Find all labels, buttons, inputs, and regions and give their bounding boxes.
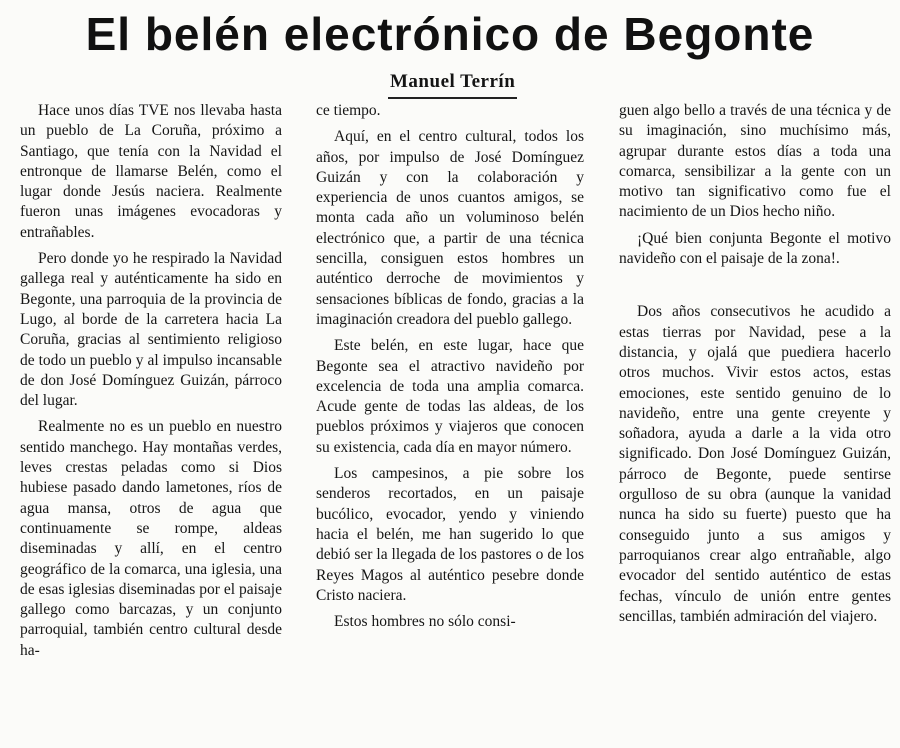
- article-title: El belén electrónico de Begonte: [85, 8, 815, 60]
- paragraph: Aquí, en el centro cultural, todos los años, por impulso de José Domínguez Guizán y con la colaboración y experiencia de unos cuantos amigos, se monta cada año un voluminoso belén electrónico que, a partir de una técnica sencilla, consiguen estos hombres un auténtico derroche de movimientos y sensaciones bíblicas de fondo, gracias a la imaginación creadora del pueblo gallego.: [316, 128, 584, 328]
- paragraph: Dos años consecutivos he acudido a estas tierras por Navidad, pese a la distancia, y ojalá que puediera hacerlo otros muchos. Vivir estos actos, estas emociones, este sentido genuino de lo navideño, entre una gente creyente y soñadora, ayuda a darle a la vida otro significado. Don José Domínguez Guizán, párroco de Begonte, puede sentirse orgulloso de su obra (aunque la vanidad nunca ha sido su fuerte) puesto que ha conseguido junto a sus amigos y parroquianos crear algo entrañable, algo evocador del sentido auténtico de estas fechas, vínculo de unión entre gentes sencillas, también admiración del viajero.: [619, 303, 891, 625]
- article-column-1: [20, 101, 282, 661]
- paragraph-continuation: ce tiempo.: [316, 102, 381, 119]
- article-column-3: [619, 101, 891, 627]
- paragraph: Pero donde yo he respirado la Navidad gallega real y auténticamente ha sido en Begonte, una parroquia de la provincia de Lugo, al borde de la carretera hacia La Coruña, gracias al sentimiento religioso de todo un pueblo y al impulso incansable de don José Domínguez Guizán, párroco del lugar.: [20, 250, 282, 410]
- paragraph: Hace unos días TVE nos llevaba hasta un pueblo de La Coruña, próximo a Santiago, que tenía con la Navidad el entronque de llamarse Belén, como el lugar donde Jesús naciera. Realmente fueron unas imágenes evocadoras y entrañables.: [20, 102, 282, 241]
- article-column-2: [316, 101, 584, 632]
- paragraph: Este belén, en este lugar, hace que Begonte sea el atractivo navideño por excelencia de toda una amplia comarca. Acude gente de todas las aldeas, de los pueblos próximos y viajeros que conocen su existencia, cada día en mayor número.: [316, 337, 584, 456]
- author-byline: Manuel Terrín: [388, 70, 517, 99]
- paragraph: Estos hombres no sólo consi-: [334, 613, 516, 631]
- paragraph-continuation: guen algo bello a través de una técnica y de su imaginación, sino muchísimo más, agrupar durante estos días a toda una comarca, sensibilizar a la gente con un motivo tan significativo como fue el nacimiento de un Dios hecho niño.: [619, 102, 891, 221]
- paragraph: ¡Qué bien conjunta Begonte el motivo navideño con el paisaje de la zona!.: [619, 229, 891, 268]
- paragraph: Los campesinos, a pie sobre los senderos recortados, en un paisaje bucólico, evocador, yendo y viniendo hacia el belén, me han sugerido lo que debió ser la llegada de los pastores o de los Reyes Magos al auténtico pesebre donde Cristo naciera.: [316, 465, 584, 604]
- paragraph: Realmente no es un pueblo en nuestro sentido manchego. Hay montañas verdes, leves crestas peladas como si Dios hubiese pasado dando lametones, ríos de agua mansa, otros de agua que continuamente se rompe, aldeas diseminadas y allí, en el centro geográfico de la comarca, una iglesia, una de esas iglesias diseminadas por el paisaje gallego como barcazas, y un conjunto parroquial, también centro cultural desde ha-: [20, 418, 282, 659]
